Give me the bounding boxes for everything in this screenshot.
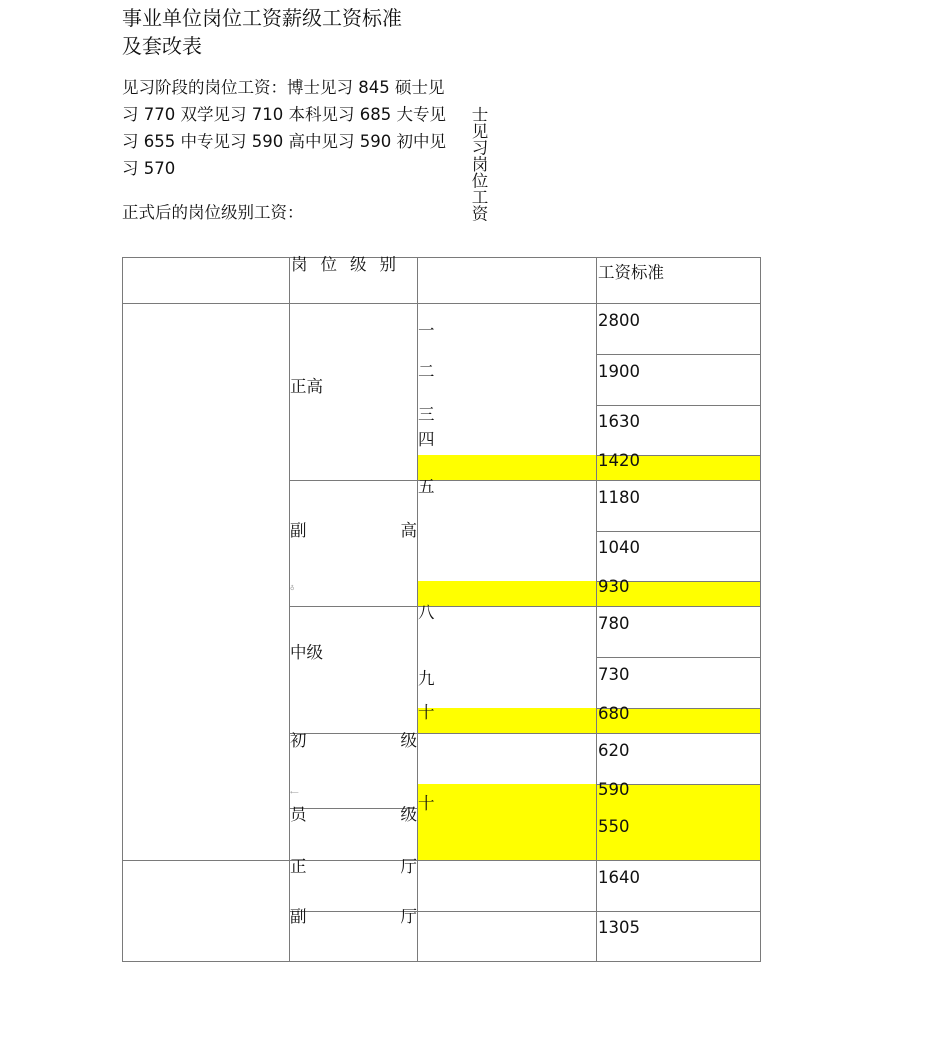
grid-line	[596, 531, 761, 532]
grid-line	[289, 480, 761, 481]
salary-value: 1420	[598, 451, 640, 470]
header-grade	[291, 255, 416, 275]
level-label: 五	[418, 477, 435, 496]
formal-salary-label: 正式后的岗位级别工资：	[122, 203, 304, 222]
category-yuanji	[290, 805, 417, 825]
level-label: 一	[418, 321, 435, 340]
small-mark: ♁	[290, 585, 295, 592]
grid-line	[596, 405, 761, 406]
salary-value: 730	[598, 665, 630, 684]
category-zhengting-char-1: 正	[290, 857, 307, 876]
page-title	[122, 4, 462, 60]
level-label: 八	[418, 603, 435, 622]
level-label: 二	[418, 362, 435, 381]
category-yuanji-char-1: 员	[290, 805, 307, 824]
level-label: 三	[418, 405, 435, 424]
level-label: 十	[418, 794, 435, 813]
category-zhongji: 中级	[290, 643, 323, 662]
level-label: 十	[418, 703, 435, 722]
category-futing	[290, 907, 417, 927]
category-chuji-char-1: 初	[290, 731, 307, 750]
salary-value: 680	[598, 704, 630, 723]
salary-value: 930	[598, 577, 630, 596]
category-zhengting	[290, 857, 417, 877]
salary-value: 1640	[598, 868, 640, 887]
salary-value: 780	[598, 614, 630, 633]
grid-line	[760, 257, 761, 962]
grid-line	[289, 606, 761, 607]
salary-value: 550	[598, 817, 630, 836]
salary-value: 590	[598, 780, 630, 799]
header-standard: 工资标准	[598, 263, 664, 282]
category-futing-char-1: 副	[290, 907, 307, 926]
salary-value: 2800	[598, 311, 640, 330]
level-label: 四	[418, 430, 435, 449]
category-yuanji-char-2: 级	[400, 805, 417, 824]
title-line-1: 事业单位岗位工资薪级工资标准	[122, 6, 402, 30]
header-grade-text: 岗位级别	[291, 255, 409, 274]
highlight-row-590-550	[418, 784, 761, 860]
category-futing-char-2: 厅	[400, 907, 417, 926]
category-fugao-char-1: 副	[290, 521, 307, 540]
highlight-row-680	[418, 708, 761, 733]
category-fugao-char-2: 高	[400, 521, 417, 540]
salary-value: 1630	[598, 412, 640, 431]
category-fugao	[290, 521, 417, 541]
vertical-text: 士见习岗位工资	[469, 106, 488, 222]
title-line-2: 及套改表	[122, 34, 202, 58]
grid-line	[122, 257, 761, 258]
category-chuji	[290, 731, 417, 751]
highlight-row-1420	[418, 455, 761, 480]
grid-line	[596, 257, 597, 962]
grid-line	[596, 657, 761, 658]
salary-value: 1900	[598, 362, 640, 381]
grid-line	[122, 257, 123, 962]
category-chuji-char-2: 级	[400, 731, 417, 750]
salary-value: 1180	[598, 488, 640, 507]
salary-value: 1040	[598, 538, 640, 557]
grid-line	[122, 860, 761, 861]
grid-line	[596, 354, 761, 355]
category-zhengting-char-2: 厅	[400, 857, 417, 876]
level-label: 九	[418, 669, 435, 688]
highlight-row-930	[418, 581, 761, 606]
grid-line	[122, 303, 761, 304]
salary-value: 1305	[598, 918, 640, 937]
category-zhenggao: 正高	[290, 377, 323, 396]
salary-value: 620	[598, 741, 630, 760]
small-mark: ⟵	[290, 789, 299, 796]
intern-salary-paragraph: 见习阶段的岗位工资：博士见习 845 硕士见习 770 双学见习 710 本科见习 685 大专见习 655 中专见习 590 高中见习 590 初中见习 570	[122, 78, 446, 178]
grid-line	[122, 961, 761, 962]
